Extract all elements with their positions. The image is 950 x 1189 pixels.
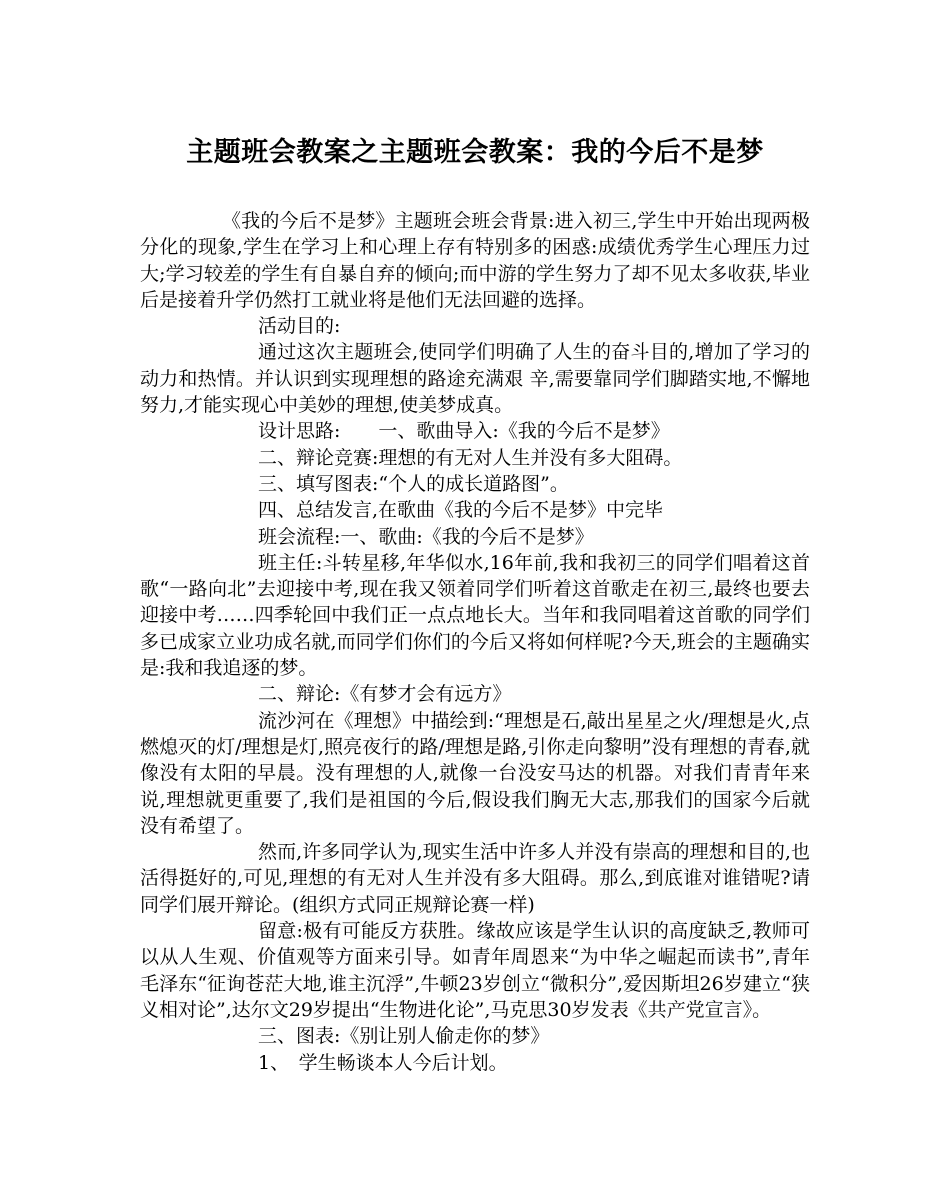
paragraph: 二、辩论竞赛:理想的有无对人生并没有多大阻碍。 [258, 446, 683, 469]
paragraph: 设计思路: 一、歌曲导入:《我的今后不是梦》 [258, 420, 670, 443]
paragraph: 《我的今后不是梦》主题班会班会背景:进入初三,学生中开始出现两极分化的现象,学生在学习上和心理上存有特别多的困惑:成绩优秀学生心理压力过大;学习较差的学生有自暴自弃的倾向;而中游的学生努力了却不见太多收获,毕业后是接着升学仍然打工就业将是他们无法回避的选择。 [140, 210, 810, 311]
paragraph: 班会流程:一、歌曲:《我的今后不是梦》 [258, 525, 594, 548]
paragraph: 二、辩论:《有梦才会有远方》 [258, 683, 512, 706]
paragraph: 留意:极有可能反方获胜。缘故应该是学生认识的高度缺乏,教师可以从人生观、价值观等方面来引导。如青年周恩来“为中华之崛起而读书”,青年毛泽东“征询苍茫大地,谁主沉浮”,牛顿23岁创立“微积分”,爱因斯坦26岁建立“狭义相对论”,达尔文29岁提出“生物进化论”,马克思30岁发表《共产党宣言》。 [140, 920, 810, 1021]
paragraph: 三、图表:《别让别人偷走你的梦》 [258, 1025, 550, 1048]
paragraph: 班主任:斗转星移,年华似水,16年前,我和我初三的同学们唱着这首歌“一路向北”去迎接中考,现在我又领着同学们听着这首歌走在初三,最终也要去迎接中考……四季轮回中我们正一点点地长大。当年和我同唱着这首歌的同学们多已成家立业功成名就,而同学们你们的今后又将如何样呢?今天,班会的主题确实是:我和我追逐的梦。 [140, 551, 810, 680]
paragraph: 然而,许多同学认为,现实生活中许多人并没有崇高的理想和目的,也活得挺好的,可见,理想的有无对人生并没有多大阻碍。那么,到底谁对谁错呢?请同学们展开辩论。(组织方式同正规辩论赛一样) [140, 841, 810, 916]
paragraph: 通过这次主题班会,使同学们明确了人生的奋斗目的,增加了学习的动力和热情。并认识到实现理想的路途充满艰 辛,需要靠同学们脚踏实地,不懈地努力,才能实现心中美妙的理想,使美梦成真。 [140, 341, 810, 417]
paragraph: 三、填写图表:“个人的成长道路图”。 [258, 472, 569, 495]
document-body [140, 208, 810, 1076]
document-title: 主题班会教案之主题班会教案：我的今后不是梦 [186, 137, 764, 168]
paragraph: 四、总结发言,在歌曲《我的今后不是梦》中完毕 [258, 499, 664, 522]
paragraph: 流沙河在《理想》中描绘到:“理想是石,敲出星星之火/理想是火,点燃熄灭的灯/理想是灯,照亮夜行的路/理想是路,引你走向黎明”没有理想的青春,就像没有太阳的早晨。没有理想的人,就像一台没安马达的机器。对我们青青年来说,理想就更重要了,我们是祖国的今后,假设我们胸无大志,那我们的国家今后就没有希望了。 [140, 709, 810, 837]
paragraph: 1、 学生畅谈本人今后计划。 [258, 1051, 508, 1074]
paragraph: 活动目的: [258, 315, 341, 338]
